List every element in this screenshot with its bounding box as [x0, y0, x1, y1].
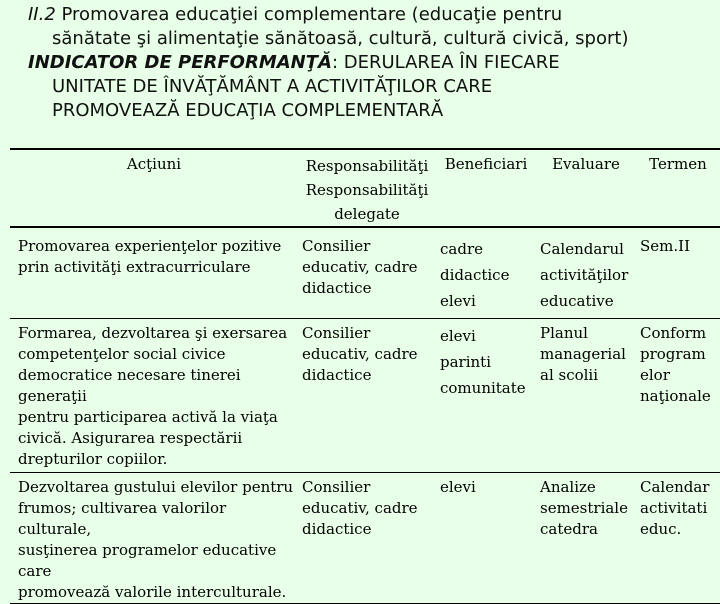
cell-line: Consilier	[302, 478, 371, 496]
cell-actiune	[10, 227, 298, 319]
cell-beneficiari	[436, 473, 536, 604]
cell-line: comunitate	[440, 379, 526, 397]
cell-line: activitati	[640, 499, 708, 517]
cell-line: Calendarul	[540, 240, 624, 258]
indicator-label: INDICATOR DE PERFORMANŢĂ	[28, 52, 332, 73]
table-row	[10, 227, 720, 319]
cell-line: educativ, cadre	[302, 345, 418, 363]
cell-line: semestriale	[540, 499, 628, 517]
cell-line: Planul	[540, 324, 588, 342]
heading-line-3	[28, 52, 560, 74]
cell-line: educative	[540, 292, 614, 310]
cell-actiune	[10, 473, 298, 604]
cell-line: drepturilor copiilor.	[18, 450, 168, 468]
cell-line: Formarea, dezvoltarea şi exersarea	[18, 324, 288, 342]
cell-line: activităţilor	[540, 266, 629, 284]
indicator-text-start: : DERULAREA ÎN FIECARE	[331, 52, 560, 73]
table-row	[10, 473, 720, 604]
cell-line: cadre	[440, 240, 483, 258]
cell-line: parinti	[440, 353, 491, 371]
cell-evaluare	[536, 473, 636, 604]
cell-line: educativ, cadre	[302, 499, 418, 517]
cell-line: elevi	[440, 478, 476, 496]
cell-line: prin activităţi extracurriculare	[18, 258, 251, 276]
cell-line: civică. Asigurarea respectării	[18, 429, 243, 447]
cell-line: program	[640, 345, 706, 363]
cell-line: managerial	[540, 345, 626, 363]
cell-line: elevi	[440, 327, 476, 345]
cell-evaluare	[536, 227, 636, 319]
cell-line: Sem.II	[640, 237, 690, 255]
cell-line: educ.	[640, 520, 682, 538]
cell-line: elor	[640, 366, 670, 384]
heading-line-4: UNITATE DE ÎNVĂŢĂMÂNT A ACTIVITĂŢILOR CARE	[52, 76, 493, 97]
cell-line: al scolii	[540, 366, 599, 384]
header-termen: Termen	[636, 149, 720, 227]
cell-beneficiari	[436, 227, 536, 319]
cell-responsabil	[298, 319, 436, 473]
heading-line-1	[28, 4, 562, 26]
cell-evaluare	[536, 319, 636, 473]
cell-actiune	[10, 319, 298, 473]
cell-line: didactice	[440, 266, 510, 284]
header-resp-line-2: Responsabilităţi	[305, 181, 429, 199]
cell-line: Analize	[540, 478, 596, 496]
header-resp-line-1: Responsabilităţi	[305, 157, 429, 175]
cell-line: didactice	[302, 520, 372, 538]
cell-line: Consilier	[302, 237, 371, 255]
cell-line: elevi	[440, 292, 476, 310]
cell-termen	[636, 473, 720, 604]
cell-responsabil	[298, 227, 436, 319]
cell-line: educativ, cadre	[302, 258, 418, 276]
table-header-row	[10, 149, 720, 227]
cell-responsabil	[298, 473, 436, 604]
cell-line: Calendar	[640, 478, 710, 496]
header-beneficiari: Beneficiari	[436, 149, 536, 227]
cell-line: democratice necesare tinerei generaţii	[18, 366, 241, 405]
cell-termen	[636, 227, 720, 319]
heading-line-2: sănătate şi alimentaţie sănătoasă, cultură, cultură civică, sport)	[52, 28, 629, 49]
cell-line: frumos; cultivarea valorilor culturale,	[18, 499, 227, 538]
cell-line: promovează valorile interculturale.	[18, 583, 287, 601]
cell-line: Conform	[640, 324, 707, 342]
heading-line-5: PROMOVEAZĂ EDUCAŢIA COMPLEMENTARĂ	[52, 100, 444, 121]
cell-line: catedra	[540, 520, 598, 538]
cell-beneficiari	[436, 319, 536, 473]
header-evaluare: Evaluare	[536, 149, 636, 227]
table-row	[10, 319, 720, 473]
cell-line: naţionale	[640, 387, 711, 405]
cell-line: susţinerea programelor educative care	[18, 541, 277, 580]
section-title-start: Promovarea educaţiei complementare (educaţie pentru	[55, 4, 563, 25]
section-number: II.2	[28, 4, 56, 25]
header-responsabilitati	[298, 149, 436, 227]
actions-table	[10, 148, 720, 604]
cell-line: didactice	[302, 279, 372, 297]
header-resp-line-3: delegate	[334, 205, 400, 223]
cell-line: pentru participarea activă la viaţa	[18, 408, 278, 426]
cell-line: didactice	[302, 366, 372, 384]
cell-line: Dezvoltarea gustului elevilor pentru	[18, 478, 294, 496]
cell-line: Promovarea experienţelor pozitive	[18, 237, 282, 255]
cell-line: competenţelor social civice	[18, 345, 226, 363]
header-actiuni: Acţiuni	[10, 149, 298, 227]
cell-line: Consilier	[302, 324, 371, 342]
cell-termen	[636, 319, 720, 473]
